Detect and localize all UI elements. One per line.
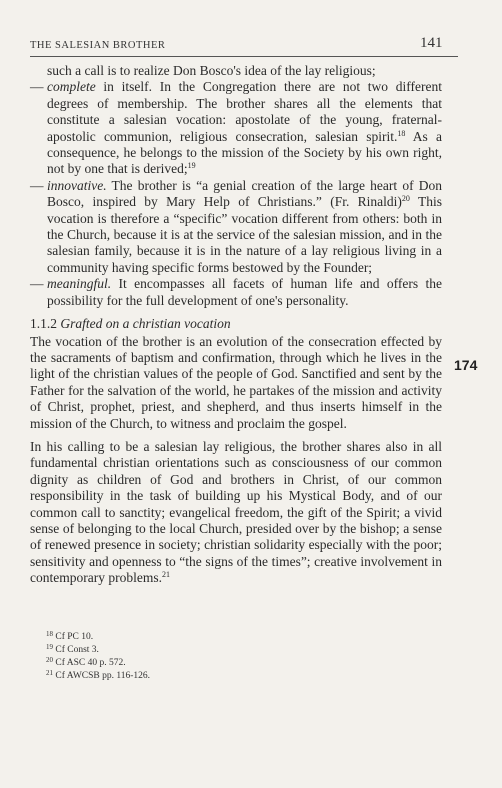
list-dash: — (30, 177, 44, 193)
section-title: Grafted on a christian vocation (60, 316, 231, 332)
footnote (46, 670, 150, 683)
margin-paragraph-number: 174 (454, 357, 478, 373)
item-term: innovative. (47, 177, 107, 193)
footnote-number: 19 (46, 643, 53, 651)
header-rule (30, 56, 458, 57)
footnote-text: Cf Const 3. (53, 645, 99, 655)
paragraph-vocation: The vocation of the brother is an evolution of the consecration effected by the sacraments of baptism and confirmation, through which he lives in the light of the christian values of the people of God. Sanctified and sent by the Father for the salvation of the world, he partakes of the mission and activity of Christ, prophet, priest, and shepherd, and thus inserts himself in the mission of the Church, to witness and proclaim the gospel. (30, 333, 442, 431)
running-header-title: THE SALESIAN BROTHER (30, 40, 166, 51)
item-text: As a consequence, he belongs to the mission of the Society by his own right, not by one that is derived; (47, 128, 443, 177)
paragraph-calling (30, 439, 442, 587)
item-term: meaningful. (47, 276, 112, 292)
footnote (46, 657, 150, 670)
footnote-ref: 21 (161, 570, 170, 580)
body-text (30, 63, 442, 587)
footnotes (46, 631, 150, 683)
paragraph-text: In his calling to be a salesian lay religious, the brother shares also in all fundamental christian orientations such as consciousness of our common dignity as children of God and brothers in Christ, of our common responsibility in the task of building up his Mystical Body, and of our common call to sanctity; evangelical freedom, the gift of the Spirit; a vivid sense of belonging to the local Church, presided over by the bishop; a sense of renewed presence in society; christian solidarity especially with the poor; sensitivity and openness to “the signs of the times”; creative involvement in contemporary problems. (30, 438, 442, 586)
footnote-number: 18 (46, 630, 53, 638)
section-heading (30, 316, 442, 332)
list-dash: — (30, 79, 44, 95)
footnote-ref: 19 (187, 161, 196, 171)
footnote-text: Cf AWCSB pp. 116-126. (53, 671, 151, 681)
item-text: It encompasses all facets of human life and offers the possibility for the full development of one's personality. (47, 276, 442, 308)
item-text: in itself. In the Congregation there are not two different degrees of membership. The brother shares all the elements that constitute a salesian vocation: apostolate of the young, fraternal-apostolic communion, religious consecration, salesian spirit. (47, 79, 442, 144)
item-text: This vocation is therefore a “specific” vocation different from others: both in the Church, because it is at the service of the salesian mission, and in the salesian family, because it is in the nature of a lay religious living in a community having specific forms bestowed by the Founder; (47, 194, 442, 275)
list-dash: — (30, 276, 44, 292)
opening-line: such a call is to realize Don Bosco's idea of the lay religious; (47, 63, 376, 78)
list-item-complete (30, 79, 442, 177)
page-number: 141 (420, 35, 443, 51)
list-item-meaningful (30, 276, 442, 309)
section-number: 1.1.2 (30, 316, 61, 332)
footnote (46, 644, 150, 657)
footnote-ref: 18 (397, 128, 406, 138)
footnote-number: 20 (46, 656, 53, 664)
item-text: The brother is “a genial creation of the large heart of Don Bosco, inspired by Mary Help of Christians.” (Fr. Rinaldi) (47, 177, 442, 210)
footnote-ref: 20 (401, 194, 410, 204)
footnote-text: Cf PC 10. (53, 632, 94, 642)
item-term: complete (47, 79, 96, 95)
footnote-text: Cf ASC 40 p. 572. (53, 658, 126, 668)
footnote-number: 21 (46, 669, 53, 677)
footnote (46, 631, 150, 644)
list-item-innovative (30, 178, 442, 276)
